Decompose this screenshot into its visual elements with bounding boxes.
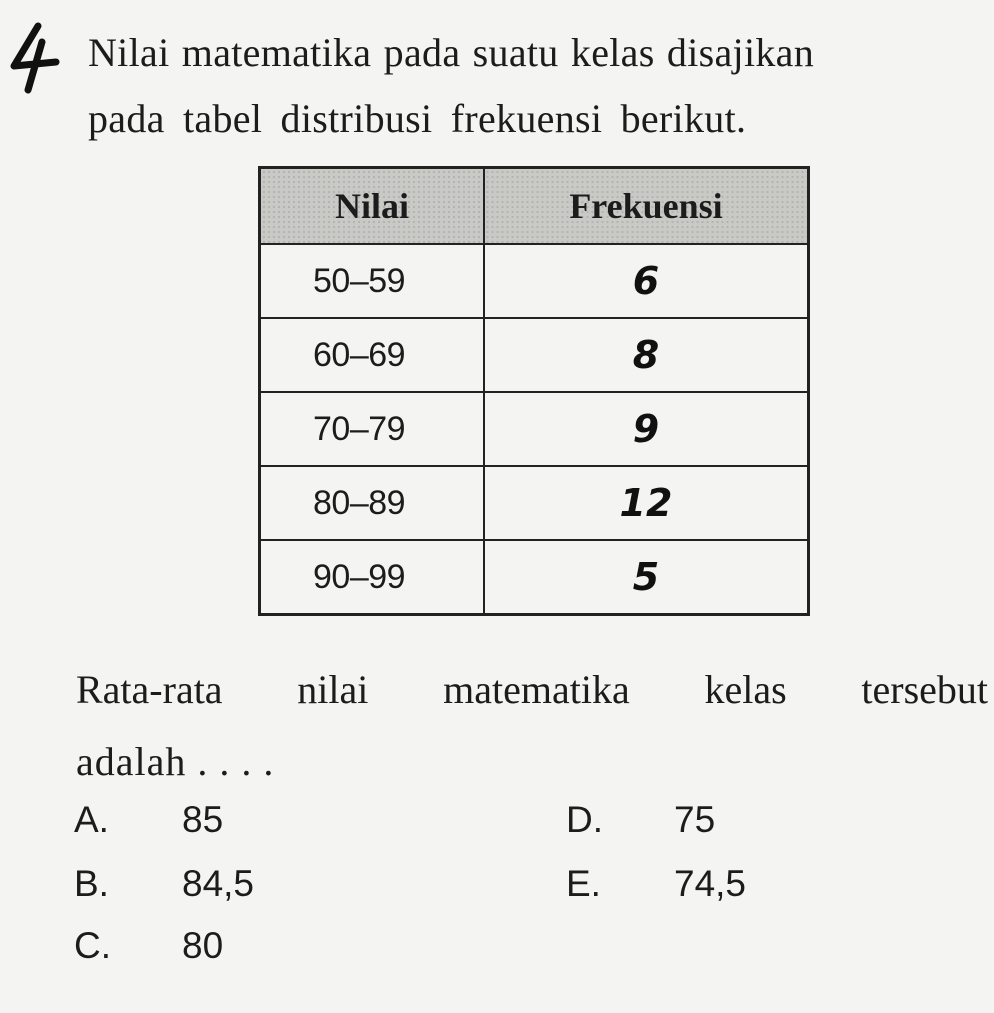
question-word: Rata-rata <box>76 667 223 712</box>
option-b[interactable] <box>74 864 254 904</box>
option-letter: B. <box>74 863 109 904</box>
table-row <box>260 540 809 615</box>
table-row <box>260 318 809 392</box>
option-e[interactable] <box>566 864 746 904</box>
question-word: tersebut <box>861 667 988 712</box>
frekuensi-cell: 6 <box>484 244 809 318</box>
option-c[interactable] <box>74 926 223 966</box>
frekuensi-cell: 9 <box>484 392 809 466</box>
table-row <box>260 392 809 466</box>
nilai-cell: 60–69 <box>260 318 485 392</box>
question-line-2: adalah . . . . <box>76 739 275 784</box>
frekuensi-cell: 12 <box>484 466 809 540</box>
frekuensi-cell: 8 <box>484 318 809 392</box>
handwritten-question-number <box>4 22 68 94</box>
option-value: 85 <box>182 799 224 840</box>
question-text <box>76 654 988 798</box>
intro-line-2: pada tabel distribusi frekuensi berikut. <box>88 96 747 141</box>
option-letter: A. <box>74 799 109 840</box>
nilai-cell: 70–79 <box>260 392 485 466</box>
header-nilai: Nilai <box>260 168 485 245</box>
option-value: 80 <box>182 925 224 966</box>
option-value: 84,5 <box>182 863 255 904</box>
question-line-1 <box>76 654 988 726</box>
option-letter: D. <box>566 799 603 840</box>
option-letter: E. <box>566 863 601 904</box>
table-row <box>260 244 809 318</box>
intro-line-1: Nilai matematika pada suatu kelas disajikan <box>88 30 815 75</box>
question-word: kelas <box>704 667 787 712</box>
header-frekuensi: Frekuensi <box>484 168 809 245</box>
option-a[interactable] <box>74 800 223 840</box>
frequency-table <box>258 166 810 616</box>
option-value: 75 <box>674 799 716 840</box>
table-header-row <box>260 168 809 245</box>
nilai-cell: 50–59 <box>260 244 485 318</box>
question-word: nilai <box>297 667 369 712</box>
option-d[interactable] <box>566 800 715 840</box>
table-row <box>260 466 809 540</box>
option-letter: C. <box>74 925 111 966</box>
nilai-cell: 90–99 <box>260 540 485 615</box>
option-value: 74,5 <box>674 863 747 904</box>
nilai-cell: 80–89 <box>260 466 485 540</box>
question-intro <box>88 20 988 152</box>
question-word: matematika <box>443 667 630 712</box>
frekuensi-cell: 5 <box>484 540 809 615</box>
